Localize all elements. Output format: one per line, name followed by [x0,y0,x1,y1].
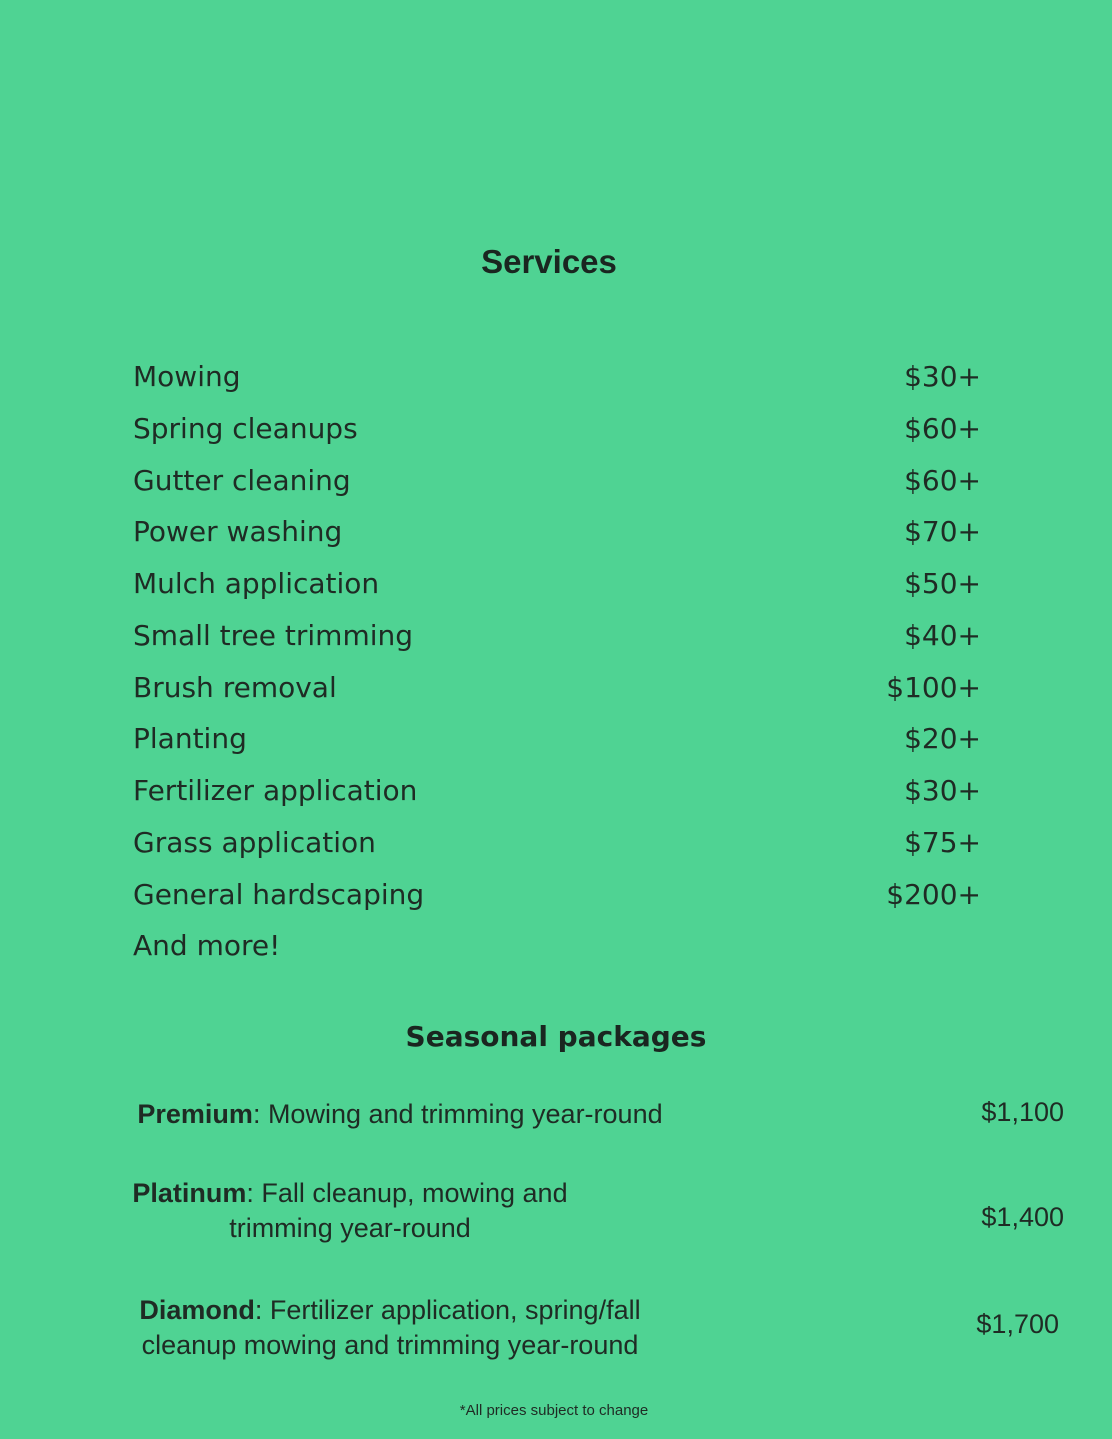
service-price: $50+ [904,567,981,600]
service-row [133,464,981,504]
package-details: : Fertilizer application, spring/fall [254,1295,641,1325]
package-description [110,1293,670,1363]
package-price: $1,400 [981,1202,1064,1232]
service-row [133,826,981,866]
service-row [133,671,981,711]
service-name: Mulch application [133,567,380,600]
package-details-continued: cleanup mowing and trimming year-round [141,1330,639,1360]
service-price: $20+ [904,722,981,755]
service-price: $200+ [886,878,981,911]
service-name: Planting [133,722,247,755]
service-price: $75+ [904,826,981,859]
service-row [133,567,981,607]
service-price: $100+ [886,671,981,704]
service-name: Small tree trimming [133,619,414,652]
page-title: Services [481,243,617,280]
package-details: : Mowing and trimming year-round [252,1099,663,1129]
service-price: $40+ [904,619,981,652]
package-description [120,1097,680,1132]
package-details: : Fall cleanup, mowing and [246,1178,568,1208]
package-price: $1,700 [976,1309,1059,1339]
service-price: $70+ [904,515,981,548]
service-name: Spring cleanups [133,412,358,445]
package-details-continued: trimming year-round [229,1213,471,1243]
service-row [133,360,981,400]
service-row [133,774,981,814]
service-name: Grass application [133,826,376,859]
service-price: $30+ [904,774,981,807]
service-name: Mowing [133,360,241,393]
service-row [133,929,981,969]
service-row [133,722,981,762]
service-name: Gutter cleaning [133,464,351,497]
package-name: Diamond [139,1295,255,1325]
service-name: Brush removal [133,671,337,704]
section-title: Seasonal packages [405,1020,707,1053]
service-row [133,878,981,918]
service-price: $60+ [904,412,981,445]
service-price: $30+ [904,360,981,393]
package-price: $1,100 [981,1097,1064,1127]
package-name: Platinum [132,1178,247,1208]
service-price: $60+ [904,464,981,497]
package-name: Premium [137,1099,253,1129]
service-name: And more! [133,929,281,962]
footnote: *All prices subject to change [459,1402,649,1419]
service-name: Fertilizer application [133,774,418,807]
service-row [133,412,981,452]
package-description [110,1176,590,1246]
service-row [133,619,981,659]
service-name: Power washing [133,515,343,548]
service-row [133,515,981,555]
service-name: General hardscaping [133,878,425,911]
